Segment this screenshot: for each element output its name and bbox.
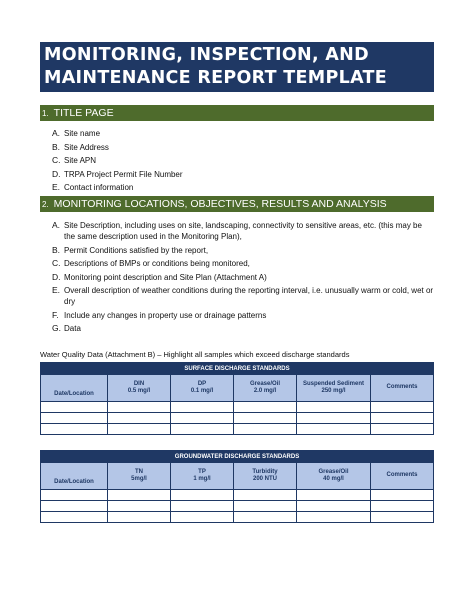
item-letter: E. bbox=[52, 182, 61, 192]
section-1-title: TITLE PAGE bbox=[53, 107, 114, 119]
column-header: Grease/Oil 40 mg/l bbox=[297, 463, 371, 490]
item-text: Data bbox=[64, 324, 81, 333]
column-header: Turbidity 200 NTU bbox=[234, 463, 297, 490]
item-letter: A. bbox=[52, 220, 61, 230]
column-header: DIN 0.5 mg/l bbox=[108, 375, 171, 402]
list-item bbox=[52, 285, 434, 307]
table-title: SURFACE DISCHARGE STANDARDS bbox=[41, 363, 434, 375]
column-header: Date/Location bbox=[41, 463, 108, 490]
item-letter: D. bbox=[52, 271, 61, 282]
list-item bbox=[52, 272, 434, 283]
table-row bbox=[41, 512, 434, 523]
item-letter: C. bbox=[52, 155, 61, 165]
table-row bbox=[41, 402, 434, 413]
item-letter: C. bbox=[52, 258, 61, 268]
list-item bbox=[52, 220, 434, 242]
item-text: Site Address bbox=[64, 142, 109, 152]
item-letter: D. bbox=[52, 168, 61, 179]
section-2-title: MONITORING LOCATIONS, OBJECTIVES, RESULTS AND ANALYSIS bbox=[53, 198, 387, 210]
item-text: Include any changes in property use or drainage patterns bbox=[64, 310, 267, 320]
column-header: TP 1 mg/l bbox=[171, 463, 234, 490]
groundwater-discharge-table bbox=[40, 450, 434, 523]
surface-discharge-table bbox=[40, 362, 434, 435]
column-header: Suspended Sediment 250 mg/l bbox=[297, 375, 371, 402]
table-row bbox=[41, 501, 434, 512]
section-1-list bbox=[52, 128, 434, 196]
section-2-list bbox=[52, 220, 434, 337]
list-item bbox=[52, 128, 434, 139]
list-item bbox=[52, 169, 434, 180]
section-2-number: 2. bbox=[42, 200, 49, 209]
table-row bbox=[41, 413, 434, 424]
table-title: GROUNDWATER DISCHARGE STANDARDS bbox=[41, 451, 434, 463]
list-item bbox=[52, 258, 434, 269]
item-letter: A. bbox=[52, 128, 61, 138]
item-letter: B. bbox=[52, 244, 61, 255]
item-text: Permit Conditions satisfied by the report, bbox=[64, 245, 209, 255]
column-header: Date/Location bbox=[41, 375, 108, 402]
item-text: Site name bbox=[64, 129, 101, 138]
document-title bbox=[40, 42, 434, 92]
item-letter: E. bbox=[52, 285, 61, 295]
column-header: Comments bbox=[371, 375, 434, 402]
table-caption: Water Quality Data (Attachment B) – Highlight all samples which exceed discharge standards bbox=[40, 350, 350, 359]
column-header: TN 5mg/l bbox=[108, 463, 171, 490]
list-item bbox=[52, 182, 434, 193]
list-item bbox=[52, 245, 434, 256]
item-text: Contact information bbox=[64, 183, 134, 192]
list-item bbox=[52, 155, 434, 166]
list-item bbox=[52, 310, 434, 321]
column-header: Comments bbox=[371, 463, 434, 490]
section-1-number: 1. bbox=[42, 109, 49, 118]
item-text: Site Description, including uses on site, landscaping, connectivity to sensitive areas, etc. (this may be the same description used in the Monitoring Plan), bbox=[64, 221, 422, 241]
item-text: Overall description of weather conditions during the reporting interval, i.e. unusually warm or cold, wet or dry bbox=[64, 286, 434, 306]
list-item bbox=[52, 142, 434, 153]
document-title-line1: MONITORING, INSPECTION, AND bbox=[44, 45, 369, 65]
item-text: Descriptions of BMPs or conditions being monitored, bbox=[64, 259, 250, 268]
document-title-line2: MAINTENANCE REPORT TEMPLATE bbox=[44, 68, 388, 88]
item-letter: B. bbox=[52, 141, 61, 152]
item-text: Site APN bbox=[64, 156, 97, 165]
item-text: Monitoring point description and Site Plan (Attachment A) bbox=[64, 272, 267, 282]
list-item bbox=[52, 323, 434, 334]
section-1-header bbox=[40, 105, 434, 121]
column-header: Grease/Oil 2.0 mg/l bbox=[234, 375, 297, 402]
section-2-header bbox=[40, 196, 434, 212]
table-row bbox=[41, 424, 434, 435]
table-row bbox=[41, 490, 434, 501]
item-letter: G. bbox=[52, 323, 61, 333]
item-letter: F. bbox=[52, 309, 59, 320]
item-text: TRPA Project Permit File Number bbox=[64, 169, 183, 179]
column-header: DP 0.1 mg/l bbox=[171, 375, 234, 402]
